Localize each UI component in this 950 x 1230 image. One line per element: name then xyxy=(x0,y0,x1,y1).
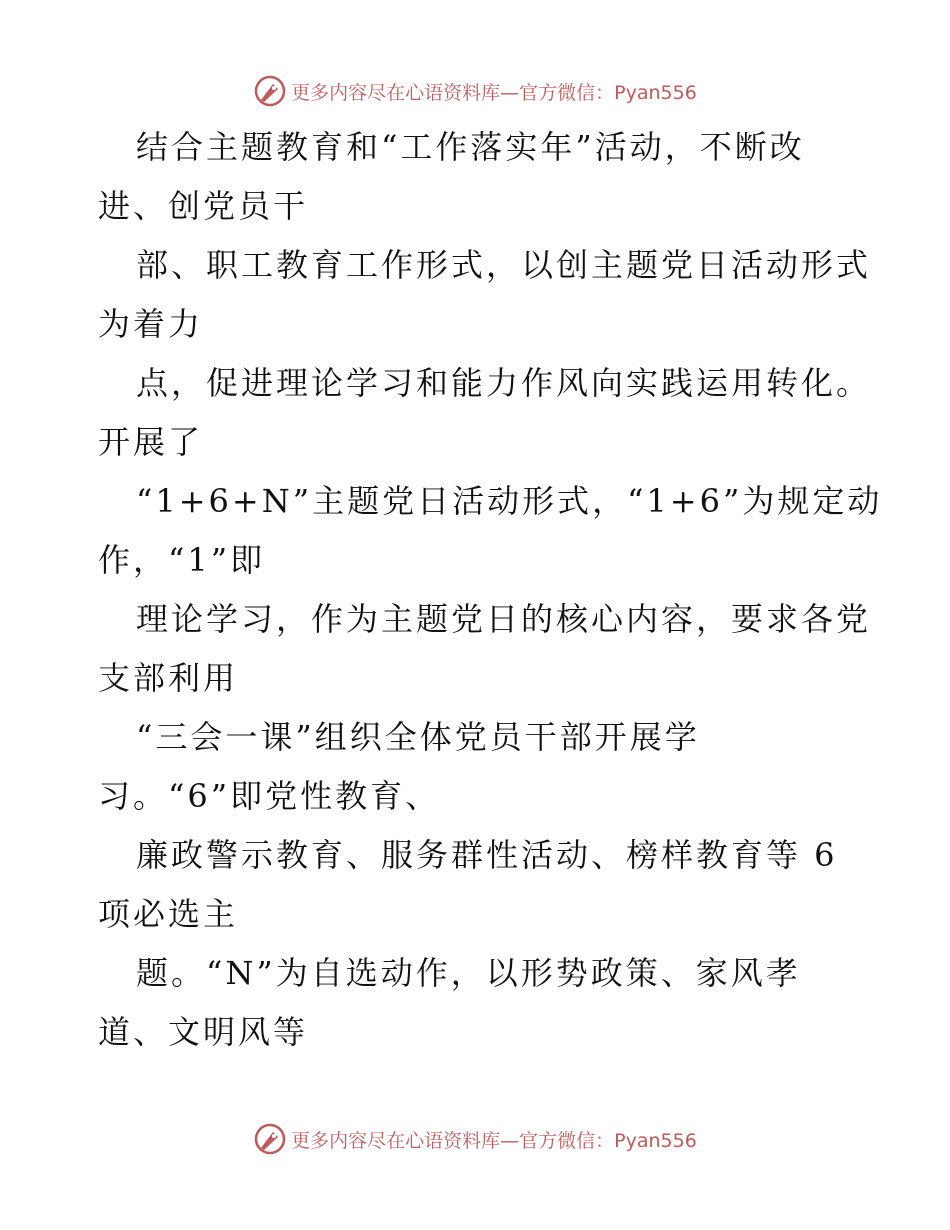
text-line: 习。“6”即党性教育、 xyxy=(98,777,441,815)
footer-watermark xyxy=(0,1119,950,1159)
text-line: 进、创党员干 xyxy=(98,187,309,225)
pen-nib-logo-icon xyxy=(253,1122,287,1156)
watermark-text: 更多内容尽在心语资料库—官方微信：Pyan556 xyxy=(291,81,697,104)
text-line: 廉政警示教育、服务群性活动、榜样教育等 6 xyxy=(136,836,838,874)
text-line: 作，“1”即 xyxy=(98,541,266,579)
text-line: “三会一课”组织全体党员干部开展学 xyxy=(136,718,700,756)
text-line: “1+6+N”主题党日活动形式，“1+6”为规定动 xyxy=(136,482,883,520)
text-line: 题。“N”为自选动作，以形势政策、家风孝 xyxy=(136,954,801,992)
text-line: 理论学习，作为主题党日的核心内容，要求各党 xyxy=(136,600,872,638)
text-line: 结合主题教育和“工作落实年”活动，不断改 xyxy=(136,128,805,166)
text-line: 项必选主 xyxy=(98,895,239,933)
text-line: 为着力 xyxy=(98,305,204,343)
text-line: 点，促进理论学习和能力作风向实践运用转化。 xyxy=(136,364,872,402)
pen-nib-logo-icon xyxy=(253,74,287,108)
watermark-text: 更多内容尽在心语资料库—官方微信：Pyan556 xyxy=(291,1129,697,1152)
text-line: 开展了 xyxy=(98,423,204,461)
document-body xyxy=(98,118,883,1062)
header-watermark xyxy=(0,71,950,111)
text-line: 道、文明风等 xyxy=(98,1013,309,1051)
text-line: 部、职工教育工作形式，以创主题党日活动形式 xyxy=(136,246,872,284)
text-line: 支部利用 xyxy=(98,659,239,697)
